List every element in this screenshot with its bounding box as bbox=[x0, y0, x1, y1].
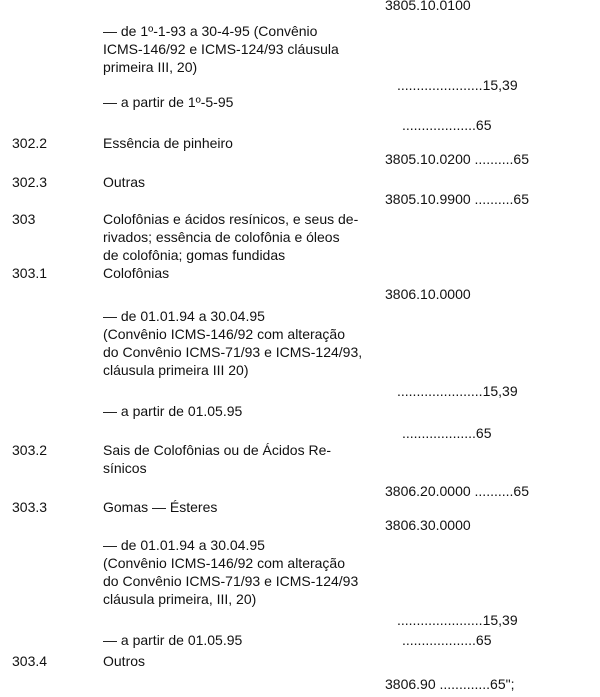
period-line: — de 01.01.94 a 30.04.95 bbox=[103, 308, 265, 324]
period-line: cláusula primeira, III, 20) bbox=[103, 591, 257, 607]
item-description: Outras bbox=[103, 174, 146, 190]
period-line: ICMS-146/92 e ICMS-124/93 cláusula bbox=[103, 41, 339, 57]
item-number: 303 bbox=[12, 211, 36, 227]
item-number: 303.4 bbox=[12, 653, 48, 669]
period-line: (Convênio ICMS-146/92 com alteração bbox=[103, 555, 346, 571]
period-line: — a partir de 1º-5-95 bbox=[103, 94, 234, 110]
ncm-code: 3805.10.0200 ..........65 bbox=[385, 151, 529, 167]
item-description: de colofônia; gomas fundidas bbox=[103, 247, 286, 263]
rate-leader: ...................65 bbox=[402, 632, 492, 648]
period-line: cláusula primeira III 20) bbox=[103, 362, 249, 378]
item-number: 302.2 bbox=[12, 135, 48, 151]
item-description: Colofônias bbox=[103, 265, 170, 281]
rate-leader: ......................15,39 bbox=[397, 383, 518, 399]
period-line: — de 1º-1-93 a 30-4-95 (Convênio bbox=[103, 23, 318, 39]
period-line: do Convênio ICMS-71/93 e ICMS-124/93, bbox=[103, 344, 363, 360]
ncm-code: 3806.10.0000 bbox=[385, 286, 471, 302]
item-number: 303.3 bbox=[12, 499, 48, 515]
rate-leader: ...................65 bbox=[402, 117, 492, 133]
period-line: — a partir de 01.05.95 bbox=[103, 403, 243, 419]
item-description: Essência de pinheiro bbox=[103, 135, 233, 151]
item-description: Colofônias e ácidos resínicos, e seus de- bbox=[103, 211, 359, 227]
period-line: — a partir de 01.05.95 bbox=[103, 632, 243, 648]
ncm-code: 3806.90 .............65"; bbox=[385, 676, 515, 692]
period-line: do Convênio ICMS-71/93 e ICMS-124/93 bbox=[103, 573, 359, 589]
period-line: (Convênio ICMS-146/92 com alteração bbox=[103, 326, 346, 342]
ncm-code: 3806.20.0000 ..........65 bbox=[385, 483, 529, 499]
ncm-code: 3806.30.0000 bbox=[385, 517, 471, 533]
item-description: rivados; essência de colofônia e óleos bbox=[103, 229, 340, 245]
ncm-code: 3805.10.0100 bbox=[385, 0, 471, 13]
ncm-code: 3805.10.9900 ..........65 bbox=[385, 191, 529, 207]
rate-leader: ......................15,39 bbox=[397, 612, 518, 628]
item-number: 303.1 bbox=[12, 265, 48, 281]
item-description: sínicos bbox=[103, 460, 147, 476]
rate-leader: ......................15,39 bbox=[397, 77, 518, 93]
item-description: Gomas — Ésteres bbox=[103, 499, 218, 515]
item-description: Outros bbox=[103, 653, 146, 669]
period-line: — de 01.01.94 a 30.04.95 bbox=[103, 537, 265, 553]
item-number: 303.2 bbox=[12, 442, 48, 458]
rate-leader: ...................65 bbox=[402, 425, 492, 441]
period-line: primeira III, 20) bbox=[103, 59, 198, 75]
item-number: 302.3 bbox=[12, 174, 48, 190]
item-description: Sais de Colofônias ou de Ácidos Re- bbox=[103, 442, 332, 458]
